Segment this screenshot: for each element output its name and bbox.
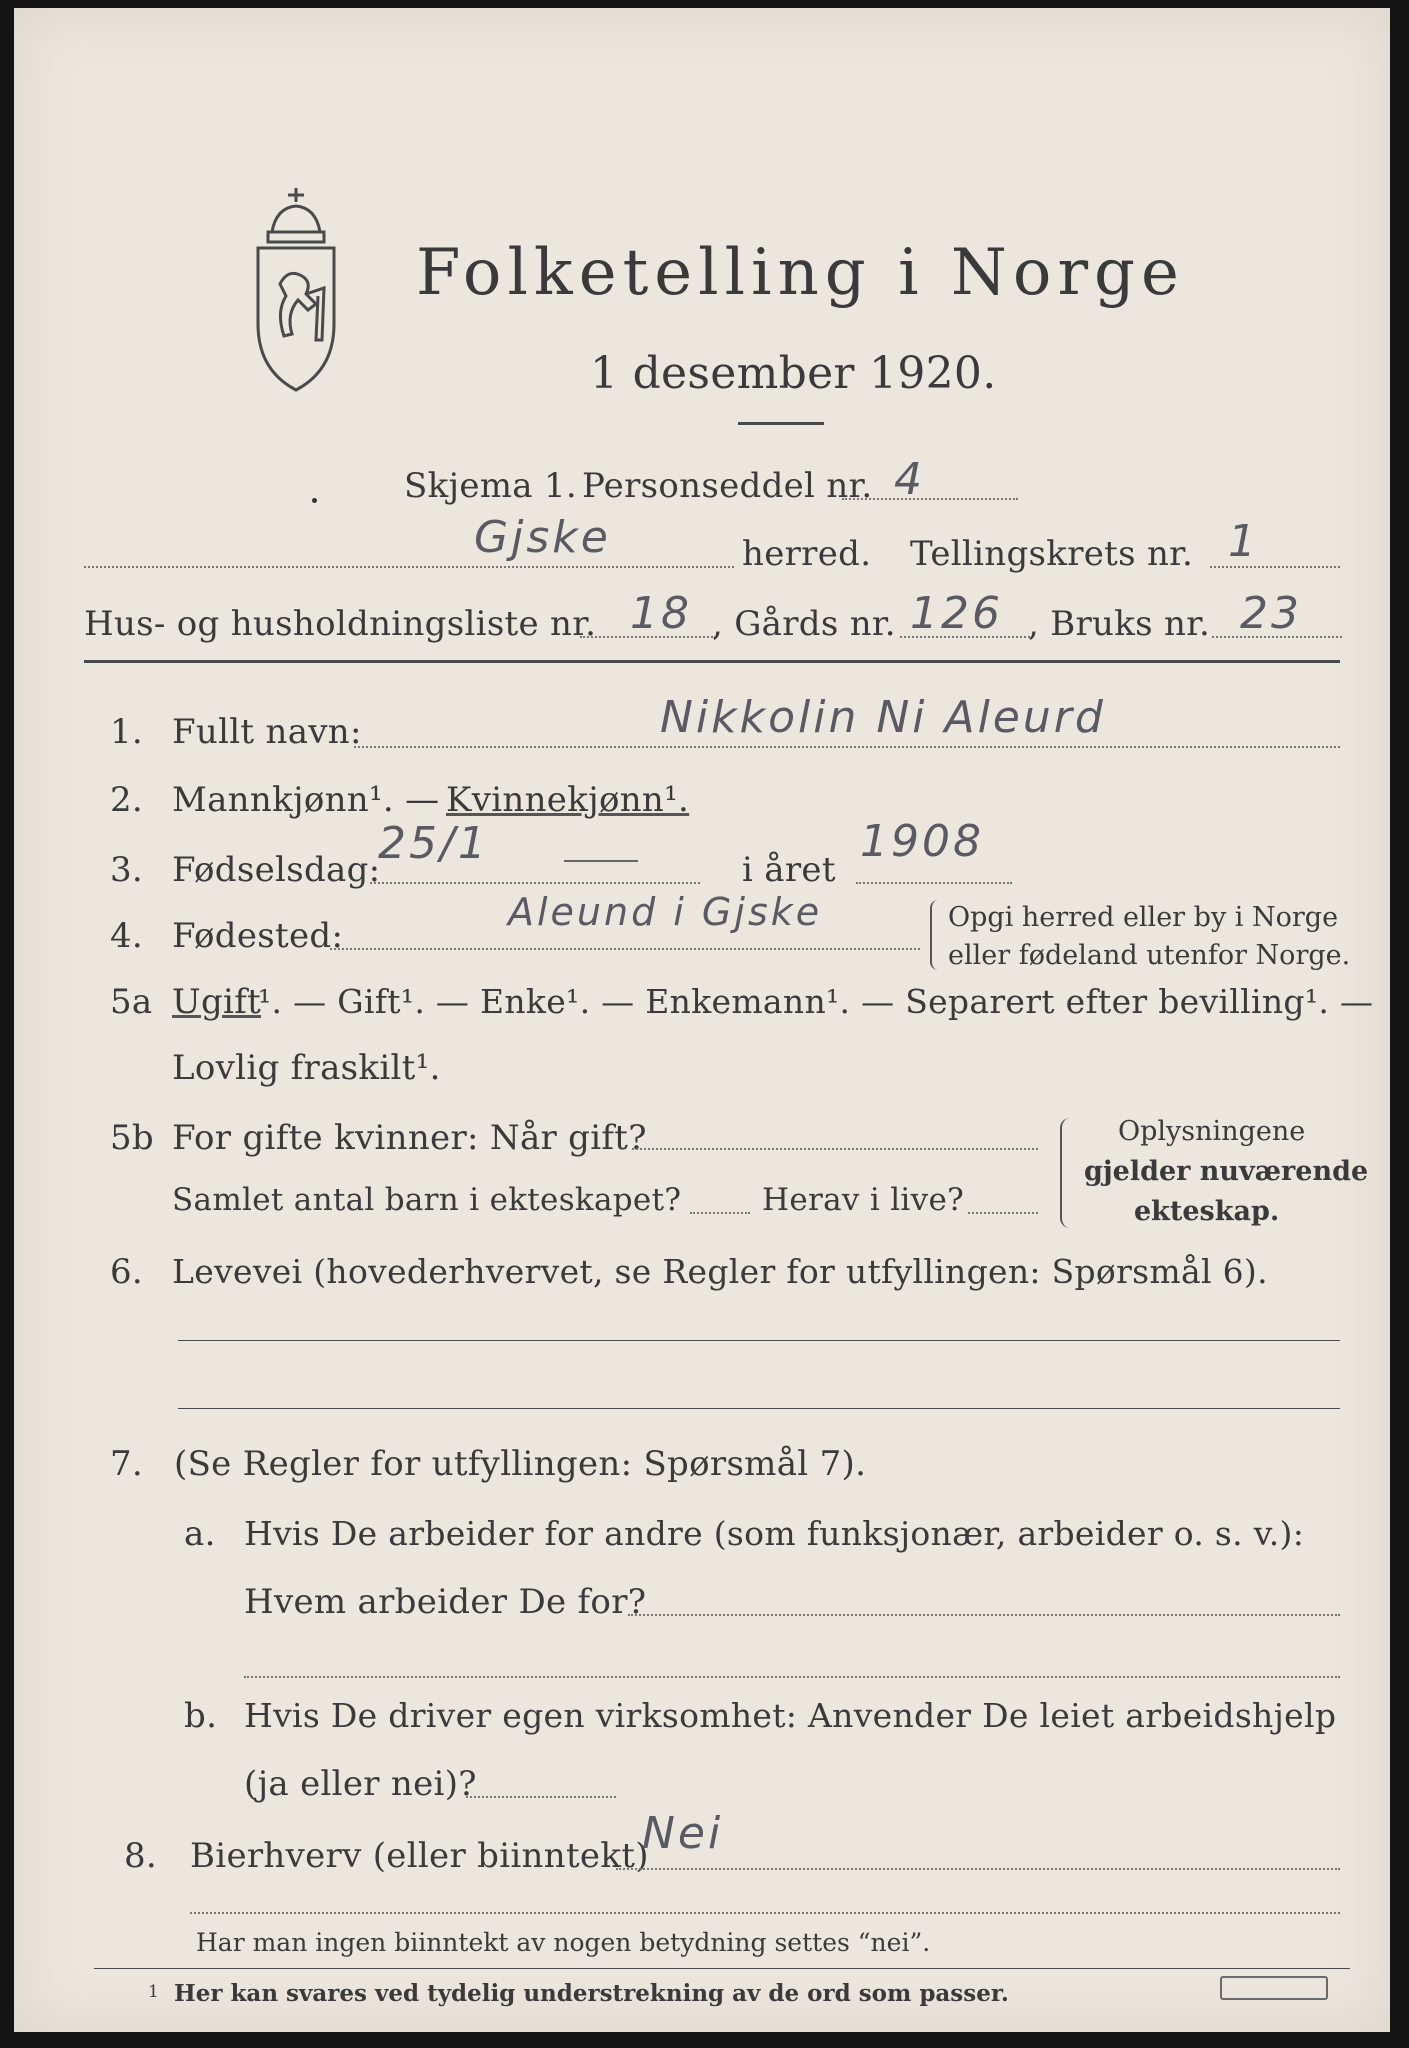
q5a-number: 5a (110, 982, 153, 1022)
coat-of-arms-icon (246, 184, 346, 396)
q5a-line2: Lovlig fraskilt¹. (172, 1048, 441, 1088)
q7b-field-line (466, 1796, 616, 1798)
header-divider (84, 660, 1340, 663)
q3-day-field-line (370, 882, 700, 884)
q4-birthplace: Aleund i Gjske (508, 890, 823, 934)
bruks-value: 23 (1240, 588, 1302, 639)
q3-year-field-line (856, 882, 1012, 884)
herred-value: Gjske (474, 512, 611, 563)
q5b-note-line2: gjelder nuværende (1084, 1156, 1369, 1187)
q2-number: 2. (110, 780, 144, 820)
herred-field-line (84, 566, 734, 568)
q4-field-line (330, 948, 920, 950)
q1-full-name: Nikkolin Ni Aleurd (660, 692, 1106, 743)
q4-note-line1: Opgi herred eller by i Norge (948, 902, 1339, 933)
q7b-label: Hvis De driver egen virksomhet: Anvender De leiet arbeidshjelp (244, 1696, 1337, 1735)
hus-label: Hus- og husholdningsliste nr. (84, 604, 597, 644)
q5b-children-label: Samlet antal barn i ekteskapet? (172, 1182, 682, 1218)
q6-answer-line-2 (178, 1408, 1340, 1409)
q1-number: 1. (110, 712, 144, 752)
bruks-label: , Bruks nr. (1028, 604, 1211, 644)
nei-instruction: Har man ingen biinntekt av nogen betydning settes “nei”. (196, 1928, 931, 1957)
footnote-text: Her kan svares ved tydelig understrekning av de ord som passer. (174, 1980, 1009, 2007)
title-rule (738, 422, 824, 425)
q7b-line2: (ja eller nei)? (244, 1764, 477, 1804)
q5b-children-field-line (690, 1212, 750, 1214)
q5b-when-field-line (632, 1148, 1038, 1150)
q7a-line2: Hvem arbeider De for? (244, 1582, 647, 1622)
census-date: 1 desember 1920. (590, 348, 997, 399)
q8-field-line-2 (190, 1912, 1340, 1914)
q7a-field-line-1 (628, 1614, 1340, 1616)
footnote-rule (94, 1968, 1350, 1969)
q5a-ugift: Ugift (172, 982, 262, 1022)
footnote-number: 1 (148, 1982, 159, 2002)
q2-kvinne: Kvinnekjønn¹. (446, 780, 690, 820)
gards-value: 126 (910, 588, 1003, 639)
personseddel-value: 4 (894, 454, 925, 505)
q5b-note-line1: Oplysningene (1118, 1116, 1306, 1147)
q4-note-line2: eller fødeland utenfor Norge. (948, 940, 1351, 971)
herred-label: herred. (742, 534, 872, 574)
q3-birth-year: 1908 (860, 816, 984, 867)
q5b-living-label: Herav i live? (762, 1182, 965, 1218)
gards-label: , Gårds nr. (712, 604, 896, 644)
q2-mann: Mannkjønn¹. — (172, 780, 440, 820)
q7-label: (Se Regler for utfyllingen: Spørsmål 7). (174, 1444, 867, 1484)
personseddel-field-line (842, 498, 1018, 500)
q7a-label: Hvis De arbeider for andre (som funksjonær, arbeider o. s. v.): (244, 1514, 1305, 1553)
q7b-number: b. (184, 1696, 218, 1736)
hus-value: 18 (630, 588, 692, 639)
q5b-brace (1060, 1118, 1074, 1228)
tellingskrets-value: 1 (1228, 516, 1259, 567)
q5b-living-field-line (968, 1212, 1038, 1214)
q8-field-line (616, 1868, 1340, 1870)
q4-label: Fødested: (172, 916, 344, 956)
q7a-field-line-2 (244, 1676, 1340, 1678)
q8-number: 8. (124, 1836, 158, 1876)
printer-stamp (1220, 1976, 1328, 2000)
q6-number: 6. (110, 1252, 144, 1292)
q3-year-label: i året (742, 850, 836, 890)
stray-dot (312, 498, 317, 503)
q5b-number: 5b (110, 1118, 154, 1158)
q7-number: 7. (110, 1444, 144, 1484)
q4-brace (930, 900, 942, 970)
q8-value: Nei (642, 1808, 724, 1859)
q4-number: 4. (110, 916, 144, 956)
q1-field-line (354, 746, 1340, 748)
q1-label: Fullt navn: (172, 712, 362, 752)
tellingskrets-label: Tellingskrets nr. (910, 534, 1194, 574)
q6-answer-line-1 (178, 1340, 1340, 1341)
personseddel-label: Personseddel nr. (582, 466, 873, 506)
q3-birthday: 25/1 (378, 818, 489, 869)
q5b-note-line3: ekteskap. (1134, 1196, 1280, 1227)
skjema-label: Skjema 1. (404, 466, 578, 506)
q3-label: Fødselsdag: (172, 850, 381, 890)
q5b-label: For gifte kvinner: Når gift? (172, 1118, 647, 1158)
q7a-number: a. (184, 1514, 216, 1554)
census-form-page (14, 8, 1390, 2032)
q6-label: Levevei (hovederhvervet, se Regler for utfyllingen: Spørsmål 6). (172, 1252, 1268, 1291)
page-title: Folketelling i Norge (416, 236, 1185, 310)
q3-number: 3. (110, 850, 144, 890)
q5a-options: ¹. — Gift¹. — Enke¹. — Enkemann¹. — Separert efter bevilling¹. — (258, 982, 1374, 1021)
q8-label: Bierhverv (eller biinntekt) (190, 1836, 649, 1876)
q3-dash-mark (564, 860, 638, 862)
